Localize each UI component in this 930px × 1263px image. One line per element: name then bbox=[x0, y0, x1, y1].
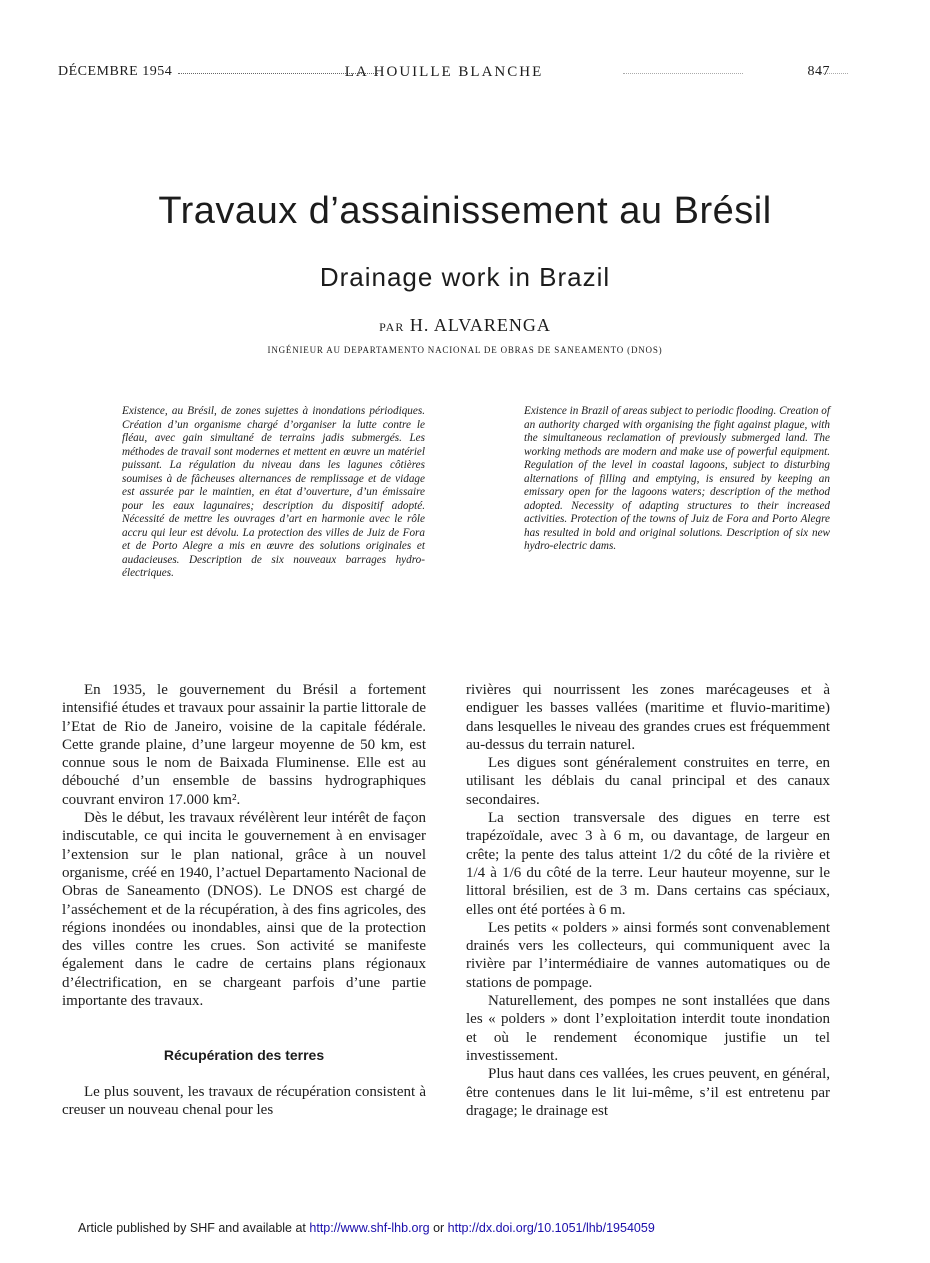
abstract-french: Existence, au Brésil, de zones sujettes à inondations périodiques. Création d’un organisme chargé d’organiser la lutte contre le fléau, avec gain simultané de terrains jadis submergés. Les méthodes de travail sont modernes et mettent en œuvre un matériel puissant. La régulation du niveau dans les lagunes côtières soumises à de fâcheuses alternances de remplissage et de vidage est assurée par le maintien, en état d’ouverture, d’un émissaire pour les eaux lagunaires; description du dispositif adopté. Nécessité de mettre les ouvrages d’art en harmonie avec le rôle accru qui leur est dévolu. La protection des villes de Juiz de Fora et de Porto Alegre a mis en œuvre des solutions originales et audacieuses. Description de six nouveaux barrages hydro-électriques. bbox=[122, 405, 425, 579]
paragraph: Les digues sont généralement construites en terre, en utilisant les déblais du canal principal et des canaux secondaires. bbox=[466, 755, 830, 808]
paragraph: Plus haut dans ces vallées, les crues peuvent, en général, être contenues dans le lit lui-même, s’il est entretenu par dragage; le drainage est bbox=[466, 1066, 830, 1119]
author-affiliation: INGÉNIEUR AU DEPARTAMENTO NACIONAL DE OBRAS DE SANEAMENTO (DNOS) bbox=[267, 345, 663, 355]
journal-name: LA HOUILLE BLANCHE bbox=[344, 64, 544, 80]
author-prefix: PAR bbox=[379, 320, 405, 334]
paragraph: Les petits « polders » ainsi formés sont convenablement drainés vers les collecteurs, qui communiquent avec la rivière par l’intermédiaire de vannes automatiques ou de stations de pompage. bbox=[466, 919, 830, 991]
running-header bbox=[58, 64, 830, 82]
article-title: Travaux d’assainissement au Brésil bbox=[158, 190, 772, 232]
paragraph: Dès le début, les travaux révélèrent leur intérêt de façon indiscutable, ce qui incita le gouvernement à en envisager l’extension sur le plan national, grâce à un nouvel organisme, créé en 1940, l’actuel Departamento Nacional de Obras de Saneamento (DNOS). Le DNOS est chargé de l’asséchement et de la récupération, à des fins agricoles, des régions inondées ou inondables, ainsi que de la protection des villes contre les crues. Son activité se manifeste également dans le cadre de certains plans régionaux d’électrification, en se chargeant parfois d’une partie importante des travaux. bbox=[62, 810, 426, 1010]
paragraph: rivières qui nourrissent les zones marécageuses et à endiguer les basses vallées (maritime et fluvio-maritime) dans lesquelles le niveau des grandes crues est fréquemment au-dessus du terrain naturel. bbox=[466, 682, 830, 753]
footer-prefix: Article published by SHF and available at bbox=[78, 1221, 310, 1235]
doi-link[interactable]: http://dx.doi.org/10.1051/lhb/1954059 bbox=[447, 1221, 655, 1235]
journal-site-link[interactable]: http://www.shf-lhb.org bbox=[309, 1221, 430, 1235]
body-column-left bbox=[62, 681, 426, 1119]
paragraph: La section transversale des digues en terre est trapézoïdale, avec 3 à 6 m, ou davantage, de largeur en crête; la pente des talus atteint 1/2 du côté de la rivière et 1/4 à 1/6 du côté de la terre. Leur hauteur moyenne, sur le littoral brésilien, est de 3 m. Dans certains cas spéciaux, elles ont été portées à 6 m. bbox=[466, 810, 830, 918]
article-subtitle: Drainage work in Brazil bbox=[319, 262, 611, 292]
body-column-right bbox=[466, 681, 830, 1120]
header-date: DÉCEMBRE 1954 bbox=[58, 64, 173, 79]
author-name: H. ALVARENGA bbox=[409, 315, 551, 335]
paragraph: Naturellement, des pompes ne sont installées que dans les « polders » dont l’exploitation interdit toute inondation et où le rendement économique justifie un tel investissement. bbox=[466, 993, 830, 1064]
paragraph: En 1935, le gouvernement du Brésil a fortement intensifié études et travaux pour assainir la partie littorale de l’Etat de Rio de Janeiro, voisine de la capitale fédérale. Cette grande plaine, d’une largeur moyenne de 50 km, est connue sous le nom de Baixada Fluminense. Elle est au débouché d’un ensemble de bassins hydrographiques couvrant environ 17.000 km². bbox=[62, 682, 426, 808]
footer-middle: or bbox=[429, 1221, 448, 1235]
abstract-english: Existence in Brazil of areas subject to periodic flooding. Creation of an authority charged with organising the fight against plague, with the simultaneous reclamation of previously submerged land. The working methods are modern and make use of powerful equipment. Regulation of the level in coastal lagoons, subject to disturbing alternations of filling and emptying, is ensured by keeping an emissary open for the lagoons waters; description of the method adopted. Necessity of adapting structures to their increased activities. Protection of the towns of Juiz de Fora and Porto Alegre has resulted in bold and original solutions. Description of six new hydro-electric dams. bbox=[524, 405, 830, 552]
author-line bbox=[0, 315, 930, 336]
page-number: 847 bbox=[807, 64, 830, 79]
publication-footer bbox=[78, 1221, 655, 1235]
paragraph: Le plus souvent, les travaux de récupération consistent à creuser un nouveau chenal pour les bbox=[62, 1083, 426, 1118]
section-heading: Récupération des terres bbox=[163, 1047, 325, 1064]
header-rule-right bbox=[623, 73, 743, 74]
